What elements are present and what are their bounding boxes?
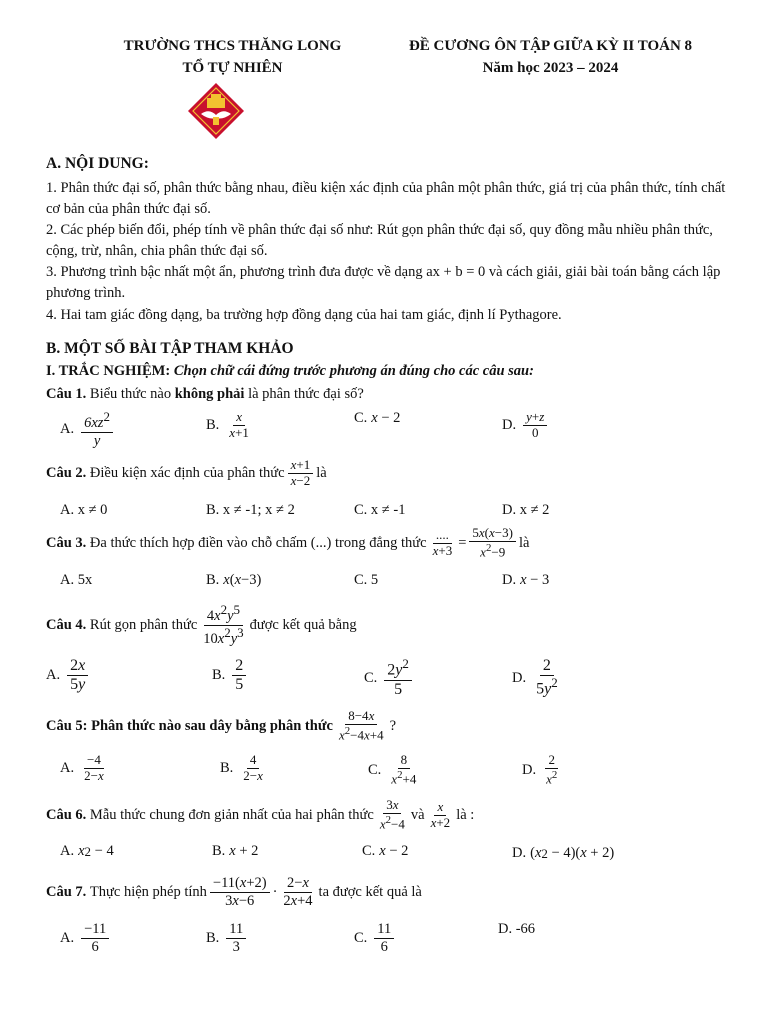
q6-option-c: C. x − 2 <box>362 843 409 859</box>
part1-heading <box>46 363 534 380</box>
q6-fraction-2: $\frac{x}{x+2}$ <box>430 798 451 830</box>
q3-text: Đa thức thích hợp điền vào chỗ chấm (...) trong đẳng thức <box>89 534 427 551</box>
part1-instruction: Chọn chữ cái đứng trước phương án đúng cho các câu sau: <box>173 363 534 379</box>
q7-fraction-2: $\frac{2-x}{2x+4}$ <box>283 875 313 909</box>
school-year: Năm học 2023 – 2024 <box>482 60 619 76</box>
school-logo-icon <box>187 82 245 140</box>
q5-text: Phân thức nào sau dây bằng phân thức <box>91 717 333 734</box>
q1-option-a: A. $\frac{6xz^2}{y}$ <box>60 410 116 449</box>
q1-bold: không phải <box>174 386 245 402</box>
q4-option-d: D. $\frac{2}{5y^2}$ <box>512 657 558 698</box>
q5-option-b: B. $\frac{4}{2-x}$ <box>220 752 263 783</box>
section-b-heading: B. MỘT SỐ BÀI TẬP THAM KHẢO <box>46 340 294 357</box>
q4-tail: được kết quả bằng <box>249 616 357 633</box>
question-3: Câu 3. Đa thức thích hợp điền vào chỗ chấm (...) trong đẳng thức $\frac{....}{x+3}$ = $\frac{5x(x-3)}{x^2-9}$ là <box>46 525 530 560</box>
q2-option-d: D. x ≠ 2 <box>502 502 550 518</box>
q5-fraction: $\frac{8-4x}{x^2-4x+4}$ <box>338 708 384 743</box>
question-4 <box>46 603 357 647</box>
part1-label: I. TRẮC NGHIỆM: <box>46 363 171 379</box>
q3-option-a: A. 5x <box>60 572 93 588</box>
q1-label: Câu 1. <box>46 386 87 402</box>
question-1 <box>46 386 364 403</box>
q7-option-c: C. $\frac{11}{6}$ <box>354 921 397 955</box>
q4-text: Rút gọn phân thức <box>89 616 198 633</box>
q3-option-c: C. 5 <box>354 572 379 588</box>
content-item-2: 2. Các phép biến đổi, phép tính về phân thức đại số như: Rút gọn phân thức đại số, quy đồng mẫu nhiều phân thức, cộng, trừ, nhân, chia phân thức đại số. <box>46 222 713 259</box>
q4-option-b: B. $\frac{2}{5}$ <box>212 657 249 695</box>
q5-tail: ? <box>389 717 397 734</box>
q6-option-a: A. x 2 − 4 <box>60 843 114 859</box>
content-item-3: 3. Phương trình bậc nhất một ẩn, phương trình đưa được về dạng ax + b = 0 và cách giải, giải bài toán bằng cách lập phương trình. <box>46 264 721 301</box>
q3-fraction-right: $\frac{5x(x-3)}{x^2-9}$ <box>469 526 516 560</box>
question-6 <box>46 798 474 832</box>
q4-option-a: A. $\frac{2x}{5y}$ <box>46 657 91 695</box>
q3-label: Câu 3. <box>46 534 87 551</box>
q1-text-before: Biểu thức nào <box>89 386 172 402</box>
section-a-heading: A. NỘI DUNG: <box>46 155 149 172</box>
q2-fraction: $\frac{x+1}{x-2}$ <box>288 458 314 489</box>
q6-tail: là : <box>456 806 475 823</box>
q7-fraction-1: $\frac{-11(x+2)}{3x-6}$ <box>210 875 270 909</box>
content-item-1: 1. Phân thức đại số, phân thức bằng nhau, điều kiện xác định của phân một phân thức, giá trị của phân thức, tính chất cơ bản của phân thức đại số. <box>46 180 726 217</box>
q7-text: Thực hiện phép tính <box>89 883 207 900</box>
group-name: TỔ TỰ NHIÊN <box>182 60 283 76</box>
q7-option-b: B. $\frac{11}{3}$ <box>206 921 249 955</box>
q7-option-a: A. $\frac{-11}{6}$ <box>60 921 112 955</box>
q5-label: Câu 5: <box>46 717 88 734</box>
q3-option-b: B. x ( x −3) <box>206 572 262 588</box>
question-7: Câu 7. Thực hiện phép tính $\frac{-11(x+2)}{3x-6}$ · $\frac{2-x}{2x+4}$ ta được kết quả là <box>46 875 422 909</box>
q5-option-a: A. $\frac{-4}{2-x}$ <box>60 752 104 783</box>
question-5 <box>46 709 396 743</box>
q1-text-after: là phân thức đại số? <box>248 386 364 402</box>
q4-option-c: C. $\frac{2y^2}{5}$ <box>364 657 415 699</box>
q2-text: Điều kiện xác định của phân thức <box>89 464 285 481</box>
q6-option-b: B. x + 2 <box>212 843 259 859</box>
q4-fraction: $\frac{4x^2y^5}{10x^2y^3}$ <box>203 602 244 647</box>
q6-option-d: D. ( x 2 − 4)( x + 2) <box>512 845 615 861</box>
q2-tail: là <box>316 464 327 481</box>
q2-option-c: C. x ≠ -1 <box>354 502 406 518</box>
q2-option-a: A. x ≠ 0 <box>60 502 108 518</box>
q6-fraction-1: $\frac{3x}{x^2-4}$ <box>379 797 405 832</box>
q5-option-d: D. $\frac{2}{x^2}$ <box>522 752 558 787</box>
q2-option-b: B. x ≠ -1; x ≠ 2 <box>206 502 295 518</box>
q5-option-c: C. $\frac{8}{x^2+4}$ <box>368 752 417 787</box>
q1-option-d: D. $\frac{y+z}{0}$ <box>502 410 550 441</box>
q1-option-c: C. x − 2 <box>354 410 401 426</box>
q2-label: Câu 2. <box>46 464 87 481</box>
q6-label: Câu 6. <box>46 806 87 823</box>
q6-mid: và <box>410 806 425 823</box>
school-name: TRƯỜNG THCS THĂNG LONG <box>123 38 342 54</box>
q7-label: Câu 7. <box>46 883 87 900</box>
q3-fraction-left: $\frac{....}{x+3}$ <box>432 526 453 558</box>
q6-text: Mẫu thức chung đơn giản nhất của hai phân thức <box>89 806 374 823</box>
q7-tail: ta được kết quả là <box>318 883 422 900</box>
question-2 <box>46 458 327 489</box>
q3-tail: là <box>518 534 530 551</box>
q1-option-b: B. $\frac{x}{x+1}$ <box>206 409 249 440</box>
q4-label: Câu 4. <box>46 616 87 633</box>
content-item-4: 4. Hai tam giác đồng dạng, ba trường hợp đồng dạng của hai tam giác, định lí Pythagore. <box>46 307 562 323</box>
q7-option-d: D. -66 <box>498 921 536 937</box>
document-title: ĐỀ CƯƠNG ÔN TẬP GIỮA KỲ II TOÁN 8 <box>408 38 693 54</box>
q3-option-d: D. x − 3 <box>502 572 550 588</box>
